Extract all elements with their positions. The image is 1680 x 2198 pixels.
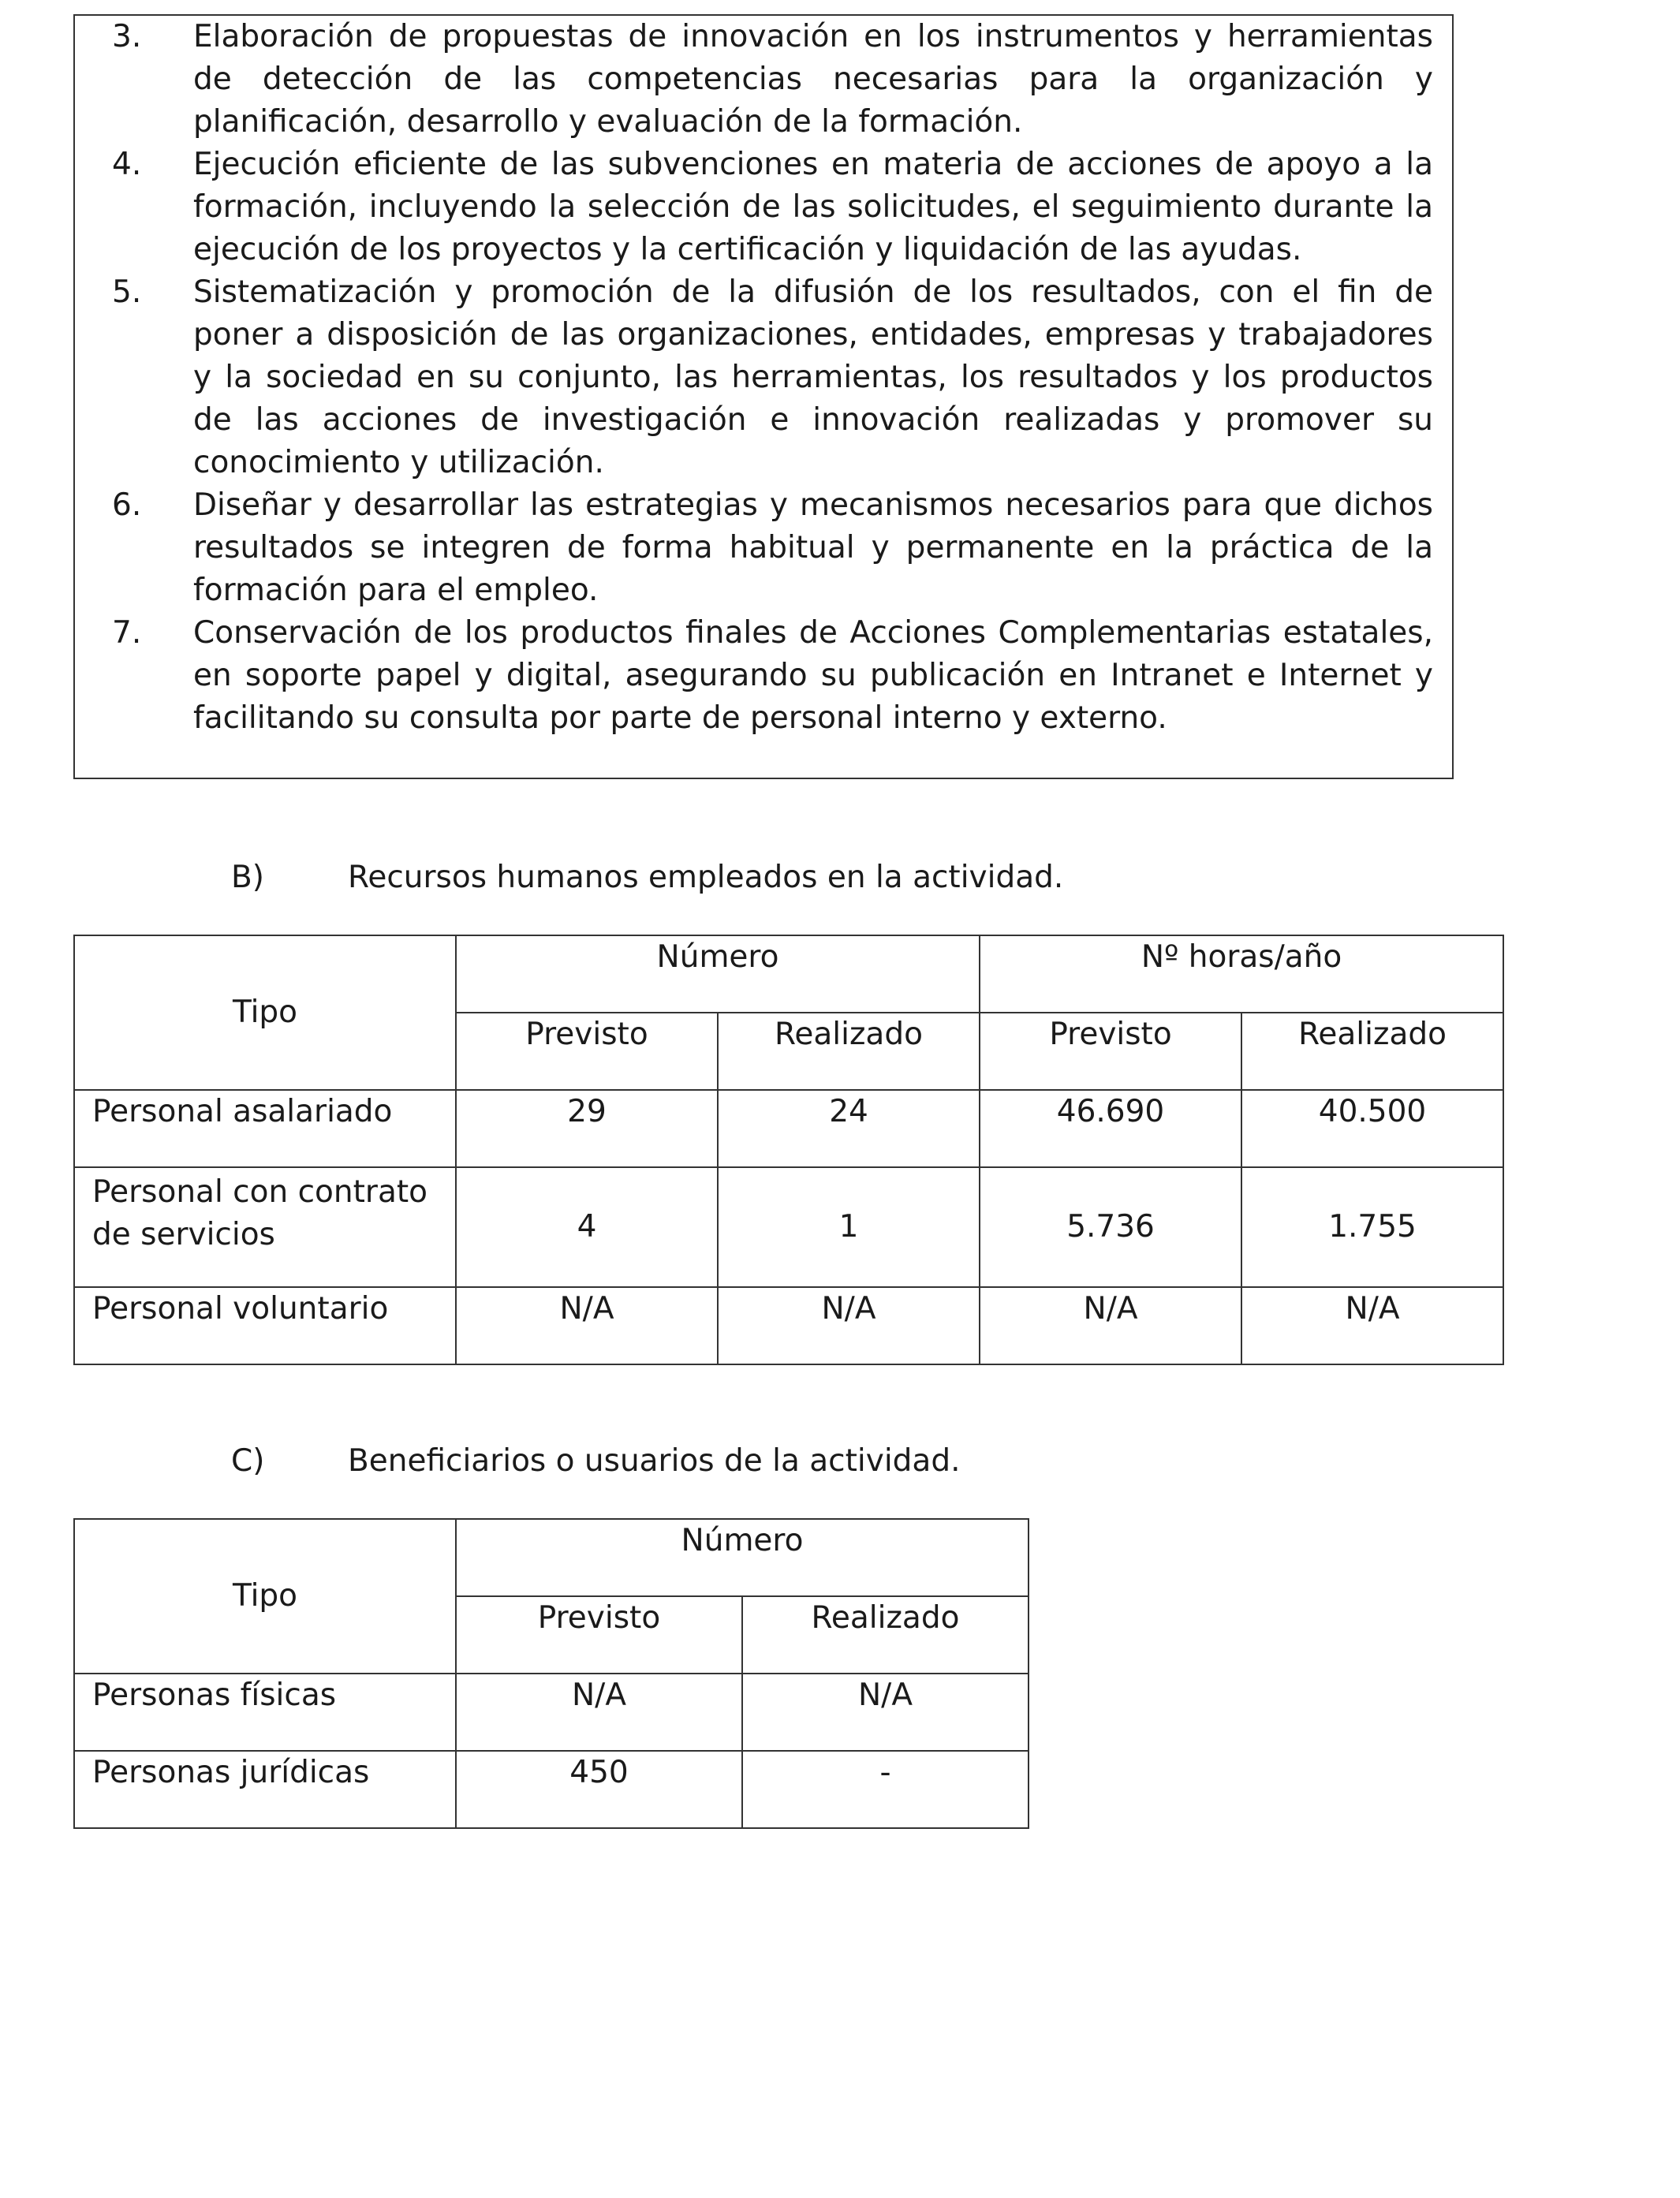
list-item-number: 7. [112,615,142,651]
section-b-letter: B) [231,860,264,895]
row-label: Personas jurídicas [74,1751,456,1828]
table-row [74,1287,1503,1364]
row-label: Personas físicas [74,1674,456,1751]
row-label: Personal asalariado [74,1090,456,1167]
cell-previsto: 450 [456,1751,742,1828]
table-row [74,1090,1503,1167]
table-header-tipo: Tipo [74,935,456,1090]
table-header-realizado: Realizado [718,1013,980,1090]
list-item-text: Sistematización y promoción de la difusión de los resultados, con el fin de poner a disposición de las organizaciones, entidades, empresas y trabajadores y la sociedad en su conjunto, las herramientas, los resultados y los productos de las acciones de investigación e innovación realizadas y promover su conocimiento y utilización. [193,274,1433,480]
table-header-numero: Número [456,1519,1029,1596]
section-c-title: Beneficiarios o usuarios de la actividad. [348,1443,961,1479]
table-header-previsto: Previsto [980,1013,1241,1090]
table-header-realizado: Realizado [742,1596,1029,1674]
cell-realizado: N/A [742,1674,1029,1751]
cell-horas-realizado: N/A [1241,1287,1503,1364]
table-header-realizado: Realizado [1241,1013,1503,1090]
cell-numero-previsto: 4 [456,1167,718,1287]
table-header-numero: Número [456,935,980,1013]
list-item-number: 3. [112,19,142,54]
table-header-previsto: Previsto [456,1596,742,1674]
cell-horas-previsto: 5.736 [980,1167,1241,1287]
section-b-title: Recursos humanos empleados en la actividad. [348,860,1064,895]
cell-horas-previsto: 46.690 [980,1090,1241,1167]
list-item-text: Conservación de los productos finales de Acciones Complementarias estatales, en soporte papel y digital, asegurando su publicación en Intranet e Internet y facilitando su consulta por parte de personal interno y externo. [193,615,1433,736]
cell-horas-realizado: 40.500 [1241,1090,1503,1167]
cell-horas-realizado: 1.755 [1241,1167,1503,1287]
human-resources-table [73,935,1504,1365]
row-label: Personal voluntario [74,1287,456,1364]
row-label: Personal con contrato de servicios [74,1167,456,1287]
cell-numero-previsto: N/A [456,1287,718,1364]
list-item-text: Elaboración de propuestas de innovación en los instrumentos y herramientas de detección de las competencias necesarias para la organización y planificación, desarrollo y evaluación de la formación. [193,19,1433,140]
cell-horas-previsto: N/A [980,1287,1241,1364]
cell-realizado: - [742,1751,1029,1828]
table-row [74,1674,1029,1751]
table-row [74,1167,1503,1287]
table-row [74,1751,1029,1828]
table-header-tipo: Tipo [74,1519,456,1674]
list-item-text: Diseñar y desarrollar las estrategias y mecanismos necesarios para que dichos resultados se integren de forma habitual y permanente en la práctica de la formación para el empleo. [193,487,1433,608]
cell-previsto: N/A [456,1674,742,1751]
list-item-number: 5. [112,274,142,310]
cell-numero-realizado: 1 [718,1167,980,1287]
table-header-horas: Nº horas/año [980,935,1503,1013]
list-item-number: 6. [112,487,142,523]
objectives-box [73,14,1454,779]
table-header-previsto: Previsto [456,1013,718,1090]
beneficiaries-table [73,1518,1029,1829]
cell-numero-previsto: 29 [456,1090,718,1167]
cell-numero-realizado: 24 [718,1090,980,1167]
list-item-number: 4. [112,147,142,182]
list-item-text: Ejecución eficiente de las subvenciones en materia de acciones de apoyo a la formación, incluyendo la selección de las solicitudes, el seguimiento durante la ejecución de los proyectos y la certificación y liquidación de las ayudas. [193,147,1433,267]
cell-numero-realizado: N/A [718,1287,980,1364]
section-c-letter: C) [231,1443,265,1479]
